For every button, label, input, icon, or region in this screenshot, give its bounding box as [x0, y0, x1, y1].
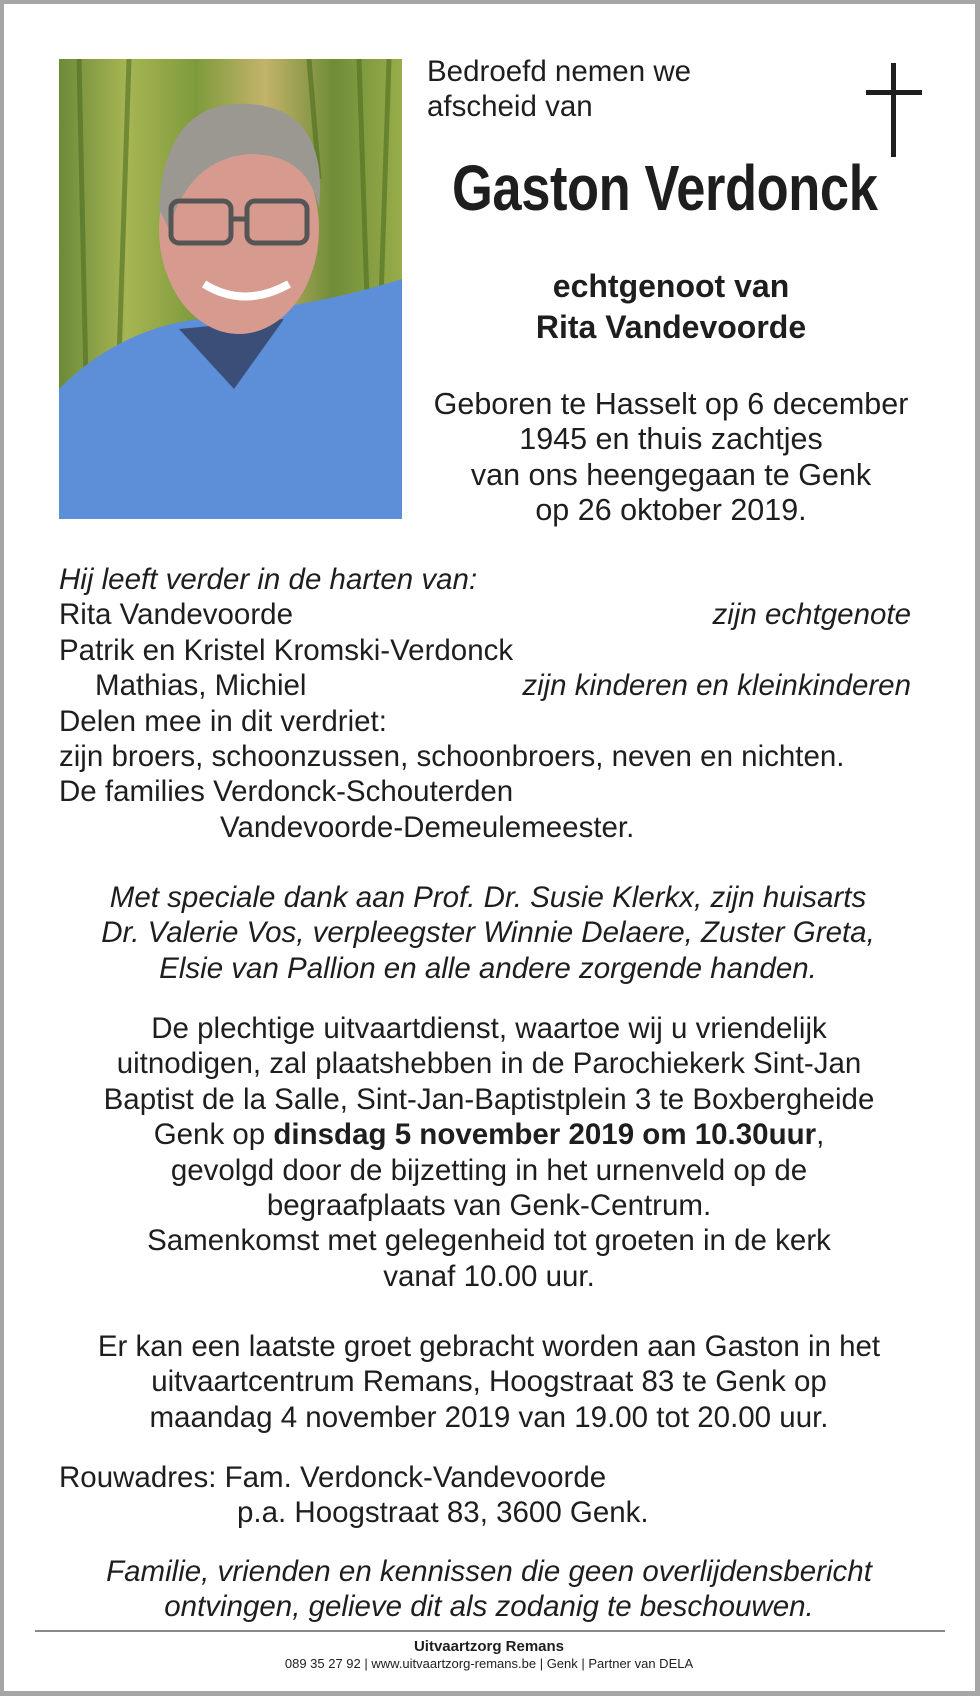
- family-member: Rita Vandevoorde: [59, 598, 293, 632]
- funeral-text: [0, 1011, 978, 1294]
- birth-death-text: [420, 387, 922, 529]
- family-role: zijn echtgenote: [712, 598, 911, 632]
- text-line: ontvingen, gelieve dit als zodanig te beschouwen.: [164, 1590, 814, 1624]
- text-line: Er kan een laatste groet gebracht worden aan Gaston in het: [97, 1330, 881, 1363]
- text-line: gevolgd door de bijzetting in het urnenveld op de: [170, 1153, 808, 1187]
- text: Genk op: [153, 1118, 274, 1152]
- spouse-relation: echtgenoot van: [552, 268, 790, 304]
- family-text: zijn broers, schoonzussen, schoonbroers, neven en nichten.: [59, 739, 845, 773]
- text-line: maandag 4 november 2019 van 19.00 tot 20.00 uur.: [149, 1400, 829, 1434]
- portrait-photo: [59, 59, 402, 519]
- cross-icon: [866, 63, 922, 157]
- text-line: Geboren te Hasselt op 6 december: [433, 387, 909, 421]
- family-role: zijn kinderen en kleinkinderen: [522, 669, 911, 703]
- text-line: 1945 en thuis zachtjes: [519, 422, 823, 457]
- family-member: Mathias, Michiel: [95, 669, 307, 703]
- footer-divider: [35, 1630, 945, 1632]
- deceased-name: Gaston Verdonck: [452, 152, 878, 224]
- intro-line: afscheid van: [427, 90, 593, 124]
- family-text: Vandevoorde-Demeulemeester.: [220, 810, 635, 844]
- text-line: Familie, vrienden en kennissen die geen overlijdensbericht: [106, 1555, 872, 1588]
- text-line: uitnodigen, zal plaatshebben in de Parochiekerk Sint-Jan: [116, 1047, 862, 1081]
- family-text: De families Verdonck-Schouterden: [59, 775, 514, 809]
- family-row: [59, 668, 911, 703]
- notice-text: [0, 1554, 978, 1625]
- family-text: Delen mee in dit verdriet:: [59, 704, 387, 738]
- text-line: Dr. Valerie Vos, verpleegster Winnie Delaere, Zuster Greta,: [101, 916, 875, 950]
- text-line: van ons heengegaan te Genk: [470, 457, 872, 492]
- text-line: vanaf 10.00 uur.: [383, 1259, 595, 1293]
- text-line: Met speciale dank aan Prof. Dr. Susie Klerkx, zijn huisarts: [109, 881, 867, 914]
- funeral-date: dinsdag 5 november 2019 om 10.30uur: [273, 1118, 817, 1152]
- text-line: uitvaartcentrum Remans, Hoogstraat 83 te Genk op: [151, 1365, 827, 1399]
- text-line: Samenkomst met gelegenheid tot groeten in de kerk: [147, 1224, 831, 1258]
- mourning-address: [59, 1460, 649, 1531]
- family-heading: Hij leeft verder in de harten van:: [59, 563, 478, 596]
- text-line: begraafplaats van Genk-Centrum.: [266, 1189, 712, 1223]
- footer-company: Uitvaartzorg Remans: [413, 1638, 565, 1655]
- footer-contact: 089 35 27 92 | www.uitvaartzorg-remans.be | Genk | Partner van DELA: [284, 1656, 694, 1671]
- spouse-block: [470, 266, 872, 348]
- intro-line: Bedroefd nemen we: [427, 55, 692, 88]
- family-member: Patrik en Kristel Kromski-Verdonck: [59, 633, 514, 667]
- text-line: Rouwadres: Fam. Verdonck-Vandevoorde: [59, 1461, 607, 1494]
- text-line: op 26 oktober 2019.: [535, 493, 807, 528]
- family-row: [59, 597, 911, 632]
- thanks-text: [0, 880, 976, 986]
- text: ,: [816, 1118, 825, 1152]
- intro-text: [427, 54, 691, 125]
- funeral-date-line: [0, 1117, 978, 1152]
- text-line: De plechtige uitvaartdienst, waartoe wij u vriendelijk: [151, 1012, 827, 1045]
- text-line: Elsie van Pallion en alle andere zorgende handen.: [159, 951, 817, 985]
- text-line: Baptist de la Salle, Sint-Jan-Baptistplein 3 te Boxbergheide: [103, 1082, 875, 1116]
- spouse-name: Rita Vandevoorde: [535, 309, 807, 345]
- text-line: p.a. Hoogstraat 83, 3600 Genk.: [237, 1496, 649, 1530]
- farewell-text: [0, 1329, 978, 1435]
- family-section: [59, 562, 911, 845]
